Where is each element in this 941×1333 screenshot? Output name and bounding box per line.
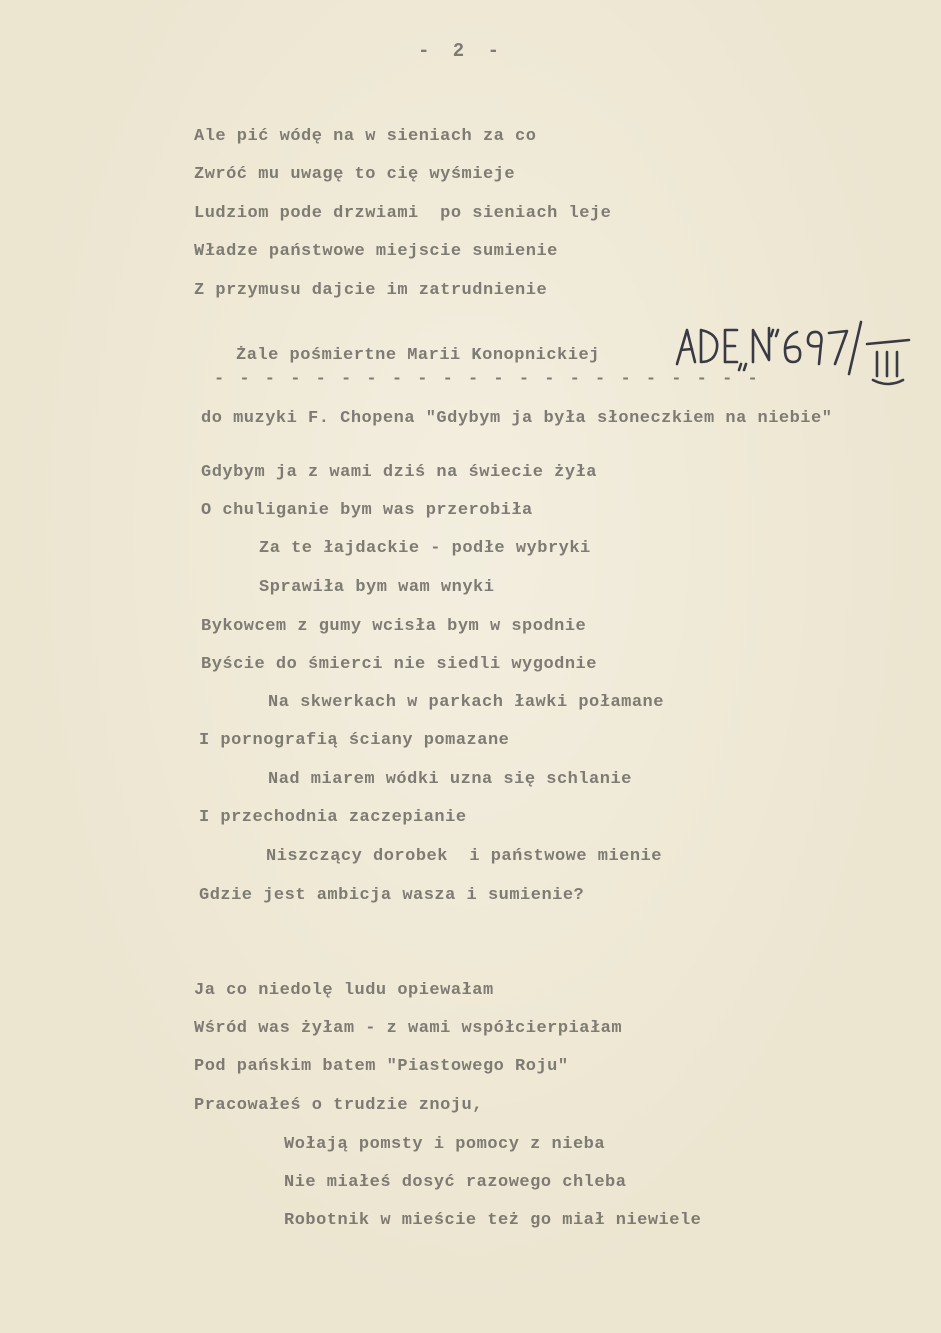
poem-line: Byście do śmierci nie siedli wygodnie <box>201 655 597 674</box>
poem-line: Wołają pomsty i pomocy z nieba <box>284 1135 606 1154</box>
poem-line: Pracowałeś o trudzie znoju, <box>194 1096 483 1115</box>
poem-line: Zwróć mu uwagę to cię wyśmieje <box>194 165 516 184</box>
page-number: - 2 - <box>418 40 506 62</box>
poem-line: Władze państwowe miejscie sumienie <box>194 242 558 261</box>
poem-line: Na skwerkach w parkach ławki połamane <box>268 693 664 712</box>
poem-line: Niszczący dorobek i państwowe mienie <box>266 847 662 866</box>
poem-line: Gdzie jest ambicja wasza i sumienie? <box>199 886 585 905</box>
poem-line: Ale pić wódę na w sieniach za co <box>194 127 537 146</box>
poem-line: I przechodnia zaczepianie <box>199 808 467 827</box>
poem-line: Wśród was żyłam - z wami współcierpiałam <box>194 1019 623 1038</box>
poem-line: Gdybym ja z wami dziś na świecie żyła <box>201 463 597 482</box>
handwritten-archive-mark <box>673 318 913 408</box>
poem-line: O chuliganie bym was przerobiła <box>201 501 533 520</box>
poem-line: Nie miałeś dosyć razowego chleba <box>284 1173 627 1192</box>
poem-title: Żale pośmiertne Marii Konopnickiej <box>236 346 600 365</box>
poem-line: Ja co niedolę ludu opiewałam <box>194 981 494 1000</box>
poem-line: I pornografią ściany pomazane <box>199 731 510 750</box>
title-underline: - - - - - - - - - - - - - - - - - - - - - - <box>214 370 761 389</box>
poem-line: Za te łajdackie - podłe wybryki <box>259 539 591 558</box>
poem-line: Nad miarem wódki uzna się schlanie <box>268 770 632 789</box>
poem-line: Z przymusu dajcie im zatrudnienie <box>194 281 548 300</box>
poem-line: Ludziom pode drzwiami po sieniach leje <box>194 204 612 223</box>
poem-subtitle: do muzyki F. Chopena "Gdybym ja była słoneczkiem na niebie" <box>201 409 833 428</box>
poem-line: Robotnik w mieście też go miał niewiele <box>284 1211 702 1230</box>
poem-line: Pod pańskim batem "Piastowego Roju" <box>194 1057 569 1076</box>
poem-line: Sprawiła bym wam wnyki <box>259 578 495 597</box>
poem-line: Bykowcem z gumy wcisła bym w spodnie <box>201 617 587 636</box>
